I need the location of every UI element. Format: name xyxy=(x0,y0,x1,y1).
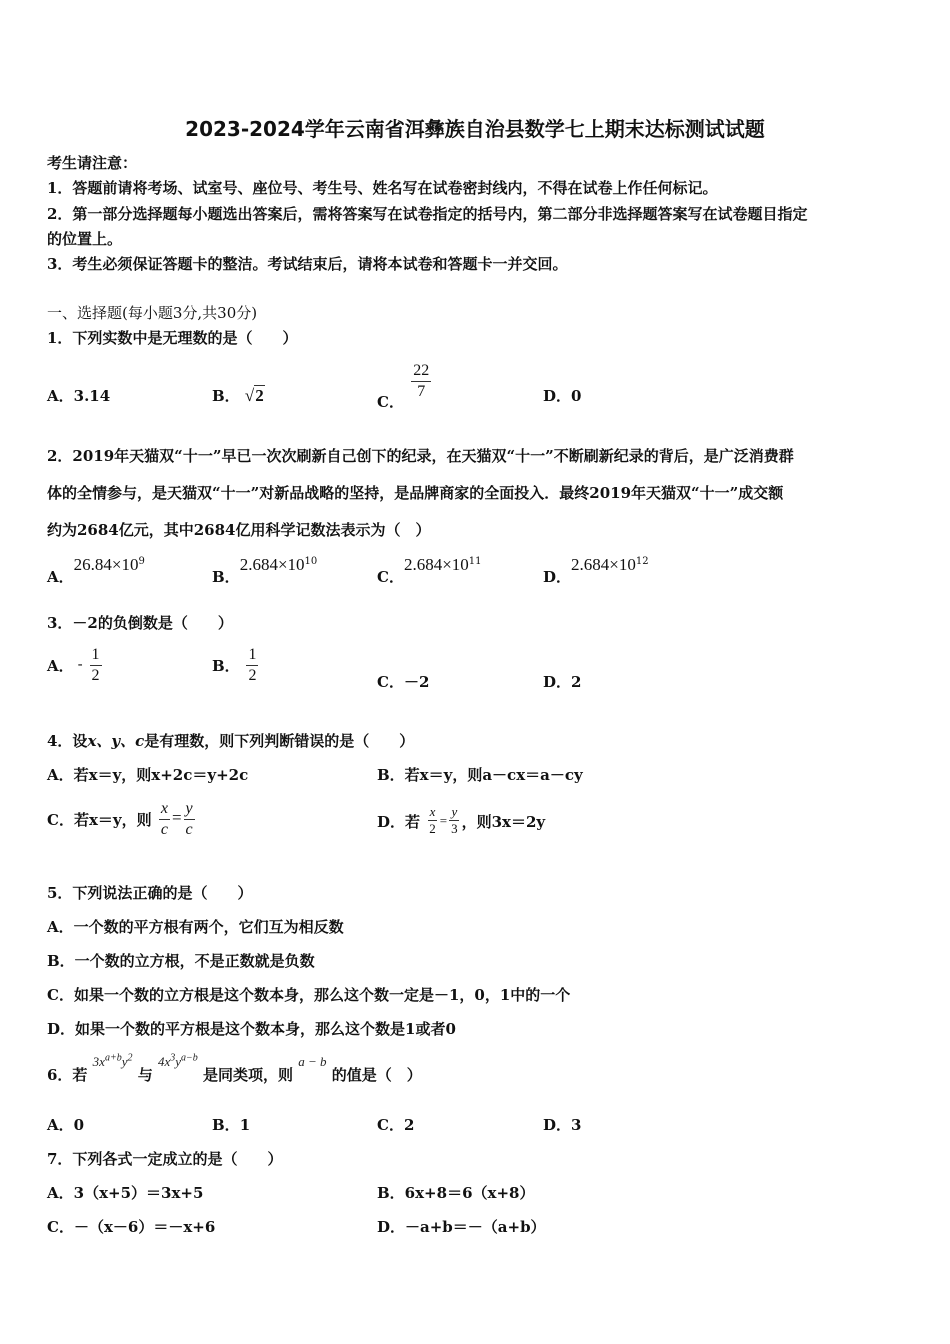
sqrt-sign: √ xyxy=(244,386,255,405)
option-value: 2 xyxy=(571,673,582,691)
denominator: 2 xyxy=(91,666,100,684)
stem-prefix: 6．若 xyxy=(47,1066,88,1084)
option-label: D． xyxy=(543,568,572,586)
equals-sign: = xyxy=(439,812,448,828)
option-label: B． xyxy=(212,387,240,405)
q5-option-b: B．一个数的立方根，不是正数就是负数 xyxy=(47,952,315,970)
minus-sign: - xyxy=(77,655,83,674)
q5-option-c: C．如果一个数的立方根是这个数本身，那么这个数一定是－1，0，1中的一个 xyxy=(47,986,571,1004)
q7-option-a: A．3（x+5）＝3x+5 xyxy=(47,1184,204,1202)
option-label: D． xyxy=(543,673,572,691)
term-exponent: 3 xyxy=(170,1052,176,1064)
page-title: 2023-2024学年云南省洱彝族自治县数学七上期末达标测试试题 xyxy=(185,117,765,141)
stem-suffix: 的值是（ ） xyxy=(331,1066,422,1084)
q3-option-b xyxy=(212,646,260,684)
question-5-stem: 5．下列说法正确的是（ ） xyxy=(47,884,253,902)
numerator: x xyxy=(159,800,170,820)
q2-option-a xyxy=(47,554,145,586)
question-2-line: 2．2019年天猫双“十一”早已一次次刷新自己创下的纪录，在天猫双“十一”不断刷新纪录的背后，是广泛消费群 xyxy=(47,447,794,465)
q5-option-d: D．如果一个数的平方根是这个数本身，那么这个数是1或者0 xyxy=(47,1020,456,1038)
q4-option-b: B．若x＝y，则a－cx＝a－cy xyxy=(377,766,583,784)
q4-option-c xyxy=(47,800,197,838)
monomial-1 xyxy=(93,1054,133,1069)
sci-exponent: 11 xyxy=(468,556,482,567)
option-value: 3.14 xyxy=(73,387,111,405)
denominator: 2 xyxy=(429,821,436,837)
question-4-stem xyxy=(47,730,414,751)
sci-exponent: 9 xyxy=(138,556,145,567)
option-value: －2 xyxy=(403,673,430,691)
option-label: B． xyxy=(212,568,240,586)
q7-option-c: C．－（x－6）＝－x+6 xyxy=(47,1218,216,1236)
q4-option-a: A．若x＝y，则x+2c＝y+2c xyxy=(47,766,249,784)
fraction xyxy=(184,800,195,838)
denominator: c xyxy=(185,820,193,838)
fraction xyxy=(159,800,170,838)
q1-option-c xyxy=(377,362,433,412)
option-value: 3 xyxy=(571,1116,582,1134)
q6-option-d xyxy=(543,1114,581,1135)
option-label: B． xyxy=(212,657,240,676)
question-3-stem: 3．－2的负倒数是（ ） xyxy=(47,614,233,632)
fraction xyxy=(427,805,438,837)
question-2-line: 约为2684亿元，其中2684亿用科学记数法表示为（ ） xyxy=(47,521,431,539)
sci-base: 2.684×10 xyxy=(571,555,636,574)
q2-option-b xyxy=(212,554,318,586)
numerator: 1 xyxy=(90,646,102,666)
q3-option-d xyxy=(543,671,581,692)
term-exponent: a+b xyxy=(104,1052,122,1064)
q4-option-d xyxy=(377,805,545,837)
term-base: y xyxy=(175,1054,182,1069)
numerator: 1 xyxy=(246,646,258,666)
term-base: y xyxy=(121,1054,128,1069)
notice-item: 1．答题前请将考场、试室号、座位号、考生号、姓名写在试卷密封线内，不得在试卷上作任何标记。 xyxy=(47,179,718,197)
option-label: C． xyxy=(377,673,404,691)
sci-exponent: 10 xyxy=(304,556,318,567)
stem-text: 是同类项，则 xyxy=(203,1066,294,1084)
option-text: C．若x＝y，则 xyxy=(47,811,152,830)
option-value: 1 xyxy=(239,1116,251,1134)
sci-exponent: 12 xyxy=(635,556,649,567)
section-heading: 一、选择题(每小题3分,共30分) xyxy=(47,304,258,322)
denominator: 7 xyxy=(417,382,426,400)
q1-option-a xyxy=(47,385,110,406)
denominator: c xyxy=(160,820,168,838)
option-label: D． xyxy=(543,387,572,405)
q1-option-d xyxy=(543,385,581,406)
equals-sign: = xyxy=(171,808,182,828)
option-label: C． xyxy=(377,568,404,586)
option-text: ，则3x＝2y xyxy=(461,812,546,831)
question-2-line: 体的全情参与，是天猫双“十一”对新品战略的坚持，是品牌商家的全面投入．最终2019年天猫双“十一”成交额 xyxy=(47,484,784,502)
stem-suffix: 是有理数，则下列判断错误的是（ ） xyxy=(144,732,415,750)
q7-option-d: D．－a+b＝－（a+b） xyxy=(377,1218,546,1236)
denominator: 3 xyxy=(451,821,458,837)
numerator: x xyxy=(428,805,438,821)
q6-option-c xyxy=(377,1114,414,1135)
sci-base: 26.84×10 xyxy=(73,555,139,574)
q3-option-a xyxy=(47,646,104,684)
question-1-stem: 1．下列实数中是无理数的是（ ） xyxy=(47,329,298,347)
fraction xyxy=(411,362,431,400)
option-label: C． xyxy=(377,393,404,412)
term-exponent: a−b xyxy=(181,1052,198,1064)
expression: a − b xyxy=(298,1054,327,1069)
monomial-2 xyxy=(158,1054,198,1069)
q1-option-b xyxy=(212,385,265,406)
option-label: A． xyxy=(47,657,74,676)
q2-option-d xyxy=(543,554,649,586)
notice-heading: 考生请注意： xyxy=(47,154,138,172)
q2-option-c xyxy=(377,554,482,586)
sci-base: 2.684×10 xyxy=(403,555,469,574)
radicand: 2 xyxy=(255,386,264,405)
q6-option-a xyxy=(47,1114,84,1135)
option-value: 2 xyxy=(403,1116,415,1134)
notice-item: 2．第一部分选择题每小题选出答案后，需将答案写在试卷指定的括号内，第二部分非选择题答案写在试卷题目指定 xyxy=(47,205,808,223)
term-base: 4x xyxy=(157,1054,171,1069)
option-value: 0 xyxy=(571,387,582,405)
q6-option-b xyxy=(212,1114,250,1135)
option-label: C． xyxy=(377,1116,404,1134)
stem-variables: x、y、c xyxy=(87,732,145,750)
option-label: A． xyxy=(47,568,74,586)
option-label: A． xyxy=(47,1116,74,1134)
option-label: B． xyxy=(212,1116,240,1134)
option-label: A． xyxy=(47,387,74,405)
fraction xyxy=(246,646,258,684)
notice-item: 3．考生必须保证答题卡的整洁。考试结束后，请将本试卷和答题卡一并交回。 xyxy=(47,255,568,273)
fraction xyxy=(449,805,460,837)
term-exponent: 2 xyxy=(127,1052,133,1064)
sqrt-expression xyxy=(245,385,265,405)
fraction xyxy=(90,646,102,684)
sci-base: 2.684×10 xyxy=(239,555,305,574)
stem-joiner: 与 xyxy=(137,1066,153,1084)
q7-option-b: B．6x+8＝6（x+8） xyxy=(377,1184,535,1202)
option-text: D．若 xyxy=(377,812,421,831)
question-7-stem: 7．下列各式一定成立的是（ ） xyxy=(47,1150,283,1168)
q5-option-a: A．一个数的平方根有两个，它们互为相反数 xyxy=(47,918,344,936)
option-label: D． xyxy=(543,1116,572,1134)
stem-prefix: 4．设 xyxy=(47,732,88,750)
q3-option-c xyxy=(377,671,429,692)
term-base: 3x xyxy=(92,1054,105,1069)
numerator: y xyxy=(449,805,459,821)
denominator: 2 xyxy=(248,666,257,684)
numerator: 22 xyxy=(411,362,431,382)
notice-item: 的位置上。 xyxy=(47,230,123,248)
question-6-stem xyxy=(47,1052,422,1085)
option-value: 0 xyxy=(73,1116,85,1134)
numerator: y xyxy=(184,800,195,820)
